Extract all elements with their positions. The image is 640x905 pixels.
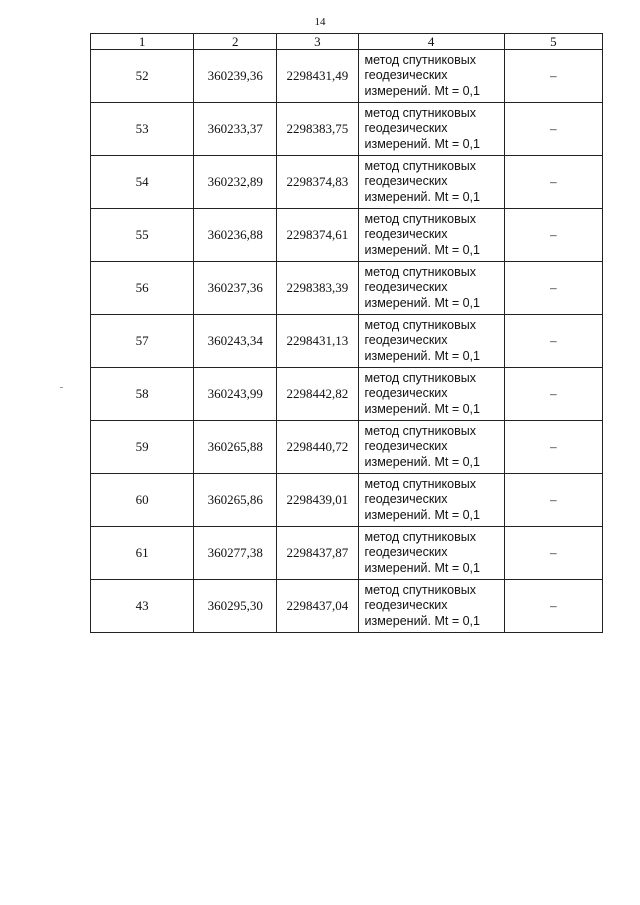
table-row — [91, 580, 603, 633]
x-coordinate-cell: 360243,99 — [194, 368, 277, 421]
note-cell: – — [504, 315, 602, 368]
method-line: измерений. Mt = 0,1 — [364, 454, 480, 469]
table-body — [91, 50, 603, 633]
table-row — [91, 209, 603, 262]
y-coordinate-cell: 2298374,83 — [277, 156, 358, 209]
method-line: геодезических — [364, 598, 448, 613]
point-number-cell: 43 — [91, 580, 194, 633]
method-line: геодезических — [364, 492, 448, 507]
y-coordinate-cell: 2298440,72 — [277, 421, 358, 474]
table-row — [91, 50, 603, 103]
method-line: геодезических — [364, 68, 448, 83]
note-cell: – — [504, 156, 602, 209]
table-row — [91, 474, 603, 527]
point-number-cell: 61 — [91, 527, 194, 580]
method-cell — [358, 474, 504, 527]
point-number-cell: 56 — [91, 262, 194, 315]
point-number-cell: 55 — [91, 209, 194, 262]
method-line: метод спутниковых — [364, 529, 476, 544]
x-coordinate-cell: 360239,36 — [194, 50, 277, 103]
method-line: измерений. Mt = 0,1 — [364, 242, 480, 257]
column-header-2: 2 — [194, 34, 277, 50]
x-coordinate-cell: 360232,89 — [194, 156, 277, 209]
method-cell — [358, 156, 504, 209]
y-coordinate-cell: 2298431,13 — [277, 315, 358, 368]
column-header-4: 4 — [358, 34, 504, 50]
method-line: метод спутниковых — [364, 211, 476, 226]
method-cell — [358, 580, 504, 633]
method-line: метод спутниковых — [364, 264, 476, 279]
table-row — [91, 156, 603, 209]
method-line: метод спутниковых — [364, 105, 476, 120]
note-cell: – — [504, 580, 602, 633]
x-coordinate-cell: 360233,37 — [194, 103, 277, 156]
point-number-cell: 53 — [91, 103, 194, 156]
y-coordinate-cell: 2298437,87 — [277, 527, 358, 580]
method-line: измерений. Mt = 0,1 — [364, 613, 480, 628]
y-coordinate-cell: 2298383,39 — [277, 262, 358, 315]
method-line: измерений. Mt = 0,1 — [364, 136, 480, 151]
method-cell — [358, 103, 504, 156]
column-header-3: 3 — [277, 34, 358, 50]
method-line: измерений. Mt = 0,1 — [364, 507, 480, 522]
note-cell: – — [504, 50, 602, 103]
y-coordinate-cell: 2298437,04 — [277, 580, 358, 633]
x-coordinate-cell: 360295,30 — [194, 580, 277, 633]
y-coordinate-cell: 2298442,82 — [277, 368, 358, 421]
point-number-cell: 54 — [91, 156, 194, 209]
column-header-1: 1 — [91, 34, 194, 50]
point-number-cell: 57 — [91, 315, 194, 368]
coordinates-table — [90, 33, 603, 633]
method-line: геодезических — [364, 386, 448, 401]
point-number-cell: 59 — [91, 421, 194, 474]
note-cell: – — [504, 262, 602, 315]
note-cell: – — [504, 474, 602, 527]
scan-mark — [60, 387, 63, 388]
method-line: измерений. Mt = 0,1 — [364, 348, 480, 363]
x-coordinate-cell: 360277,38 — [194, 527, 277, 580]
x-coordinate-cell: 360265,88 — [194, 421, 277, 474]
method-line: метод спутниковых — [364, 476, 476, 491]
table-header-row — [91, 34, 603, 50]
x-coordinate-cell: 360243,34 — [194, 315, 277, 368]
method-cell — [358, 50, 504, 103]
y-coordinate-cell: 2298383,75 — [277, 103, 358, 156]
y-coordinate-cell: 2298374,61 — [277, 209, 358, 262]
method-line: измерений. Mt = 0,1 — [364, 401, 480, 416]
point-number-cell: 52 — [91, 50, 194, 103]
method-line: метод спутниковых — [364, 423, 476, 438]
table-row — [91, 368, 603, 421]
method-line: измерений. Mt = 0,1 — [364, 560, 480, 575]
point-number-cell: 58 — [91, 368, 194, 421]
method-line: геодезических — [364, 333, 448, 348]
method-cell — [358, 209, 504, 262]
x-coordinate-cell: 360237,36 — [194, 262, 277, 315]
method-cell — [358, 262, 504, 315]
method-line: метод спутниковых — [364, 317, 476, 332]
table-row — [91, 315, 603, 368]
method-line: измерений. Mt = 0,1 — [364, 295, 480, 310]
column-header-5: 5 — [504, 34, 602, 50]
method-cell — [358, 368, 504, 421]
table-row — [91, 103, 603, 156]
note-cell: – — [504, 209, 602, 262]
method-line: геодезических — [364, 280, 448, 295]
y-coordinate-cell: 2298439,01 — [277, 474, 358, 527]
method-line: метод спутниковых — [364, 158, 476, 173]
note-cell: – — [504, 527, 602, 580]
x-coordinate-cell: 360265,86 — [194, 474, 277, 527]
method-line: метод спутниковых — [364, 582, 476, 597]
table-row — [91, 262, 603, 315]
method-cell — [358, 315, 504, 368]
table-row — [91, 421, 603, 474]
page-number: 14 — [314, 16, 326, 28]
method-cell — [358, 421, 504, 474]
method-line: метод спутниковых — [364, 370, 476, 385]
method-line: измерений. Mt = 0,1 — [364, 83, 480, 98]
method-line: геодезических — [364, 545, 448, 560]
note-cell: – — [504, 368, 602, 421]
method-line: геодезических — [364, 174, 448, 189]
note-cell: – — [504, 421, 602, 474]
method-line: геодезических — [364, 227, 448, 242]
method-line: геодезических — [364, 121, 448, 136]
point-number-cell: 60 — [91, 474, 194, 527]
method-line: геодезических — [364, 439, 448, 454]
x-coordinate-cell: 360236,88 — [194, 209, 277, 262]
table-row — [91, 527, 603, 580]
note-cell: – — [504, 103, 602, 156]
y-coordinate-cell: 2298431,49 — [277, 50, 358, 103]
method-cell — [358, 527, 504, 580]
method-line: измерений. Mt = 0,1 — [364, 189, 480, 204]
method-line: метод спутниковых — [364, 52, 476, 67]
